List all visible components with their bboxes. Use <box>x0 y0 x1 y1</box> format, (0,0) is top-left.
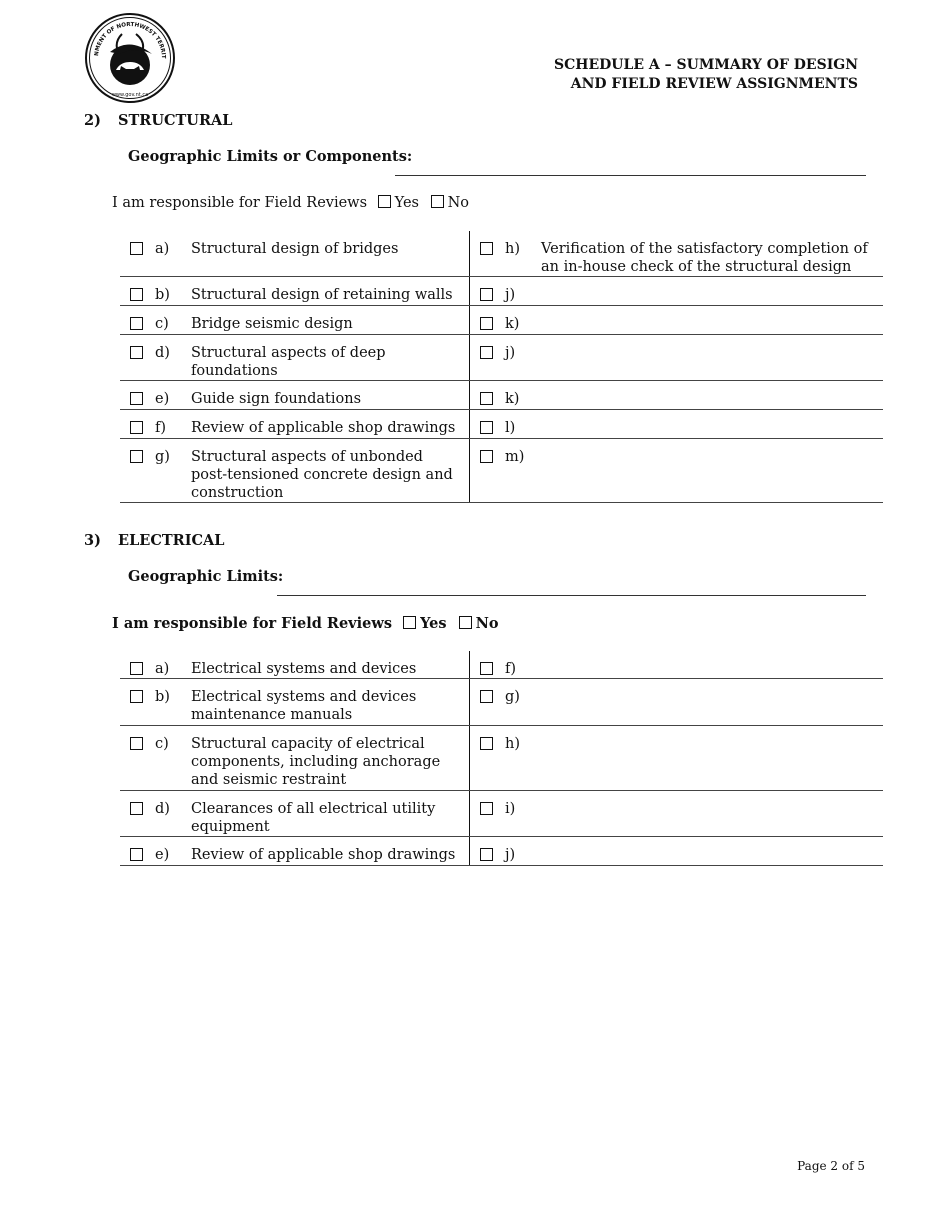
structural-c-checkbox[interactable] <box>130 317 143 330</box>
structural-field-review-line <box>112 195 469 211</box>
item-letter: c) <box>155 736 169 752</box>
item-text: Structural aspects of deep foundations <box>191 345 386 379</box>
structural-h-checkbox[interactable] <box>480 242 493 255</box>
item-letter: d) <box>155 345 170 361</box>
electrical-yes-label: Yes <box>420 615 447 632</box>
table-row <box>120 439 883 503</box>
electrical-a-checkbox[interactable] <box>130 662 143 675</box>
item-letter: d) <box>155 801 170 817</box>
item-letter: e) <box>155 391 170 407</box>
item-letter: i) <box>505 801 516 817</box>
electrical-limits-label: Geographic Limits: <box>128 568 284 585</box>
item-letter: h) <box>505 736 520 752</box>
item-letter: l) <box>505 420 516 436</box>
structural-e-checkbox[interactable] <box>130 392 143 405</box>
structural-f-checkbox[interactable] <box>130 421 143 434</box>
structural-j2-checkbox[interactable] <box>480 346 493 359</box>
item-letter: g) <box>505 689 520 705</box>
structural-section-heading <box>84 112 232 129</box>
electrical-section-number: 3) <box>84 532 101 549</box>
item-letter: j) <box>505 847 516 863</box>
item-letter: h) <box>505 241 520 257</box>
electrical-field-review-label: I am responsible for Field Reviews <box>112 615 392 632</box>
electrical-e-checkbox[interactable] <box>130 848 143 861</box>
table-row <box>120 837 883 866</box>
item-letter: b) <box>155 287 170 303</box>
electrical-h-checkbox[interactable] <box>480 737 493 750</box>
structural-section-number: 2) <box>84 112 101 129</box>
item-text: Structural design of retaining walls <box>191 287 453 303</box>
table-row <box>120 381 883 410</box>
table-row <box>120 231 883 277</box>
item-text: Bridge seismic design <box>191 316 353 332</box>
structural-a-checkbox[interactable] <box>130 242 143 255</box>
electrical-i-checkbox[interactable] <box>480 802 493 815</box>
item-text: Review of applicable shop drawings <box>191 847 456 863</box>
item-letter: g) <box>155 449 170 465</box>
electrical-j-checkbox[interactable] <box>480 848 493 861</box>
structural-b-checkbox[interactable] <box>130 288 143 301</box>
structural-assignments-table <box>120 231 883 503</box>
table-row <box>120 726 883 791</box>
item-letter: j) <box>505 287 516 303</box>
item-text: Structural capacity of electrical components, including anchorage and seismic restraint <box>191 736 441 788</box>
item-letter: k) <box>505 316 520 332</box>
item-letter: e) <box>155 847 170 863</box>
item-letter: f) <box>155 420 167 436</box>
structural-limits-field[interactable] <box>395 175 866 176</box>
structural-field-review-label: I am responsible for Field Reviews <box>112 195 368 211</box>
table-row <box>120 335 883 381</box>
structural-yes-checkbox[interactable] <box>378 195 391 208</box>
document-title-line2: AND FIELD REVIEW ASSIGNMENTS <box>570 76 858 92</box>
structural-j-checkbox[interactable] <box>480 288 493 301</box>
table-row <box>120 791 883 837</box>
electrical-section-title: ELECTRICAL <box>118 532 225 549</box>
item-letter: a) <box>155 661 170 677</box>
item-letter: b) <box>155 689 170 705</box>
structural-g-checkbox[interactable] <box>130 450 143 463</box>
electrical-b-checkbox[interactable] <box>130 690 143 703</box>
electrical-d-checkbox[interactable] <box>130 802 143 815</box>
item-letter: c) <box>155 316 169 332</box>
document-title-line1: SCHEDULE A – SUMMARY OF DESIGN <box>554 57 858 73</box>
structural-yes-label: Yes <box>394 195 419 211</box>
structural-d-checkbox[interactable] <box>130 346 143 359</box>
structural-no-label: No <box>447 195 470 211</box>
electrical-g-checkbox[interactable] <box>480 690 493 703</box>
table-row <box>120 679 883 726</box>
structural-limits-label: Geographic Limits or Components: <box>128 148 413 165</box>
item-text: Clearances of all electrical utility equipment <box>191 801 436 835</box>
item-letter: m) <box>505 449 525 465</box>
svg-text:GOVERNMENT OF NORTHWEST TERRIT: NMENT OF NORTHWEST TERRIT <box>94 21 167 59</box>
item-text: Electrical systems and devices <box>191 661 417 677</box>
table-row <box>120 651 883 679</box>
structural-k2-checkbox[interactable] <box>480 392 493 405</box>
electrical-c-checkbox[interactable] <box>130 737 143 750</box>
item-text: Structural aspects of unbonded post-tensioned concrete design and construction <box>191 449 453 501</box>
item-text: Review of applicable shop drawings <box>191 420 456 436</box>
document-title <box>554 56 858 94</box>
structural-section-title: STRUCTURAL <box>118 112 233 129</box>
page-number: Page 2 of 5 <box>797 1159 865 1173</box>
table-row <box>120 277 883 306</box>
svg-text:www.gov.nt.ca: www.gov.nt.ca <box>111 92 149 98</box>
item-text: Verification of the satisfactory completion of an in-house check of the structural design <box>541 241 868 275</box>
item-text: Structural design of bridges <box>191 241 399 257</box>
table-row <box>120 306 883 335</box>
item-letter: f) <box>505 661 517 677</box>
structural-l-checkbox[interactable] <box>480 421 493 434</box>
electrical-section-heading <box>84 532 224 549</box>
electrical-assignments-table <box>120 651 883 866</box>
electrical-field-review-line <box>112 615 499 632</box>
electrical-no-checkbox[interactable] <box>459 616 472 629</box>
structural-m-checkbox[interactable] <box>480 450 493 463</box>
electrical-no-label: No <box>475 615 499 632</box>
gnwt-logo <box>84 12 176 104</box>
table-row <box>120 410 883 439</box>
structural-no-checkbox[interactable] <box>431 195 444 208</box>
item-text: Guide sign foundations <box>191 391 362 407</box>
item-letter: a) <box>155 241 170 257</box>
item-letter: k) <box>505 391 520 407</box>
item-letter: j) <box>505 345 516 361</box>
item-text: Electrical systems and devices maintenance manuals <box>191 689 417 723</box>
electrical-limits-field[interactable] <box>277 595 866 596</box>
electrical-yes-checkbox[interactable] <box>403 616 416 629</box>
structural-k-checkbox[interactable] <box>480 317 493 330</box>
electrical-f-checkbox[interactable] <box>480 662 493 675</box>
